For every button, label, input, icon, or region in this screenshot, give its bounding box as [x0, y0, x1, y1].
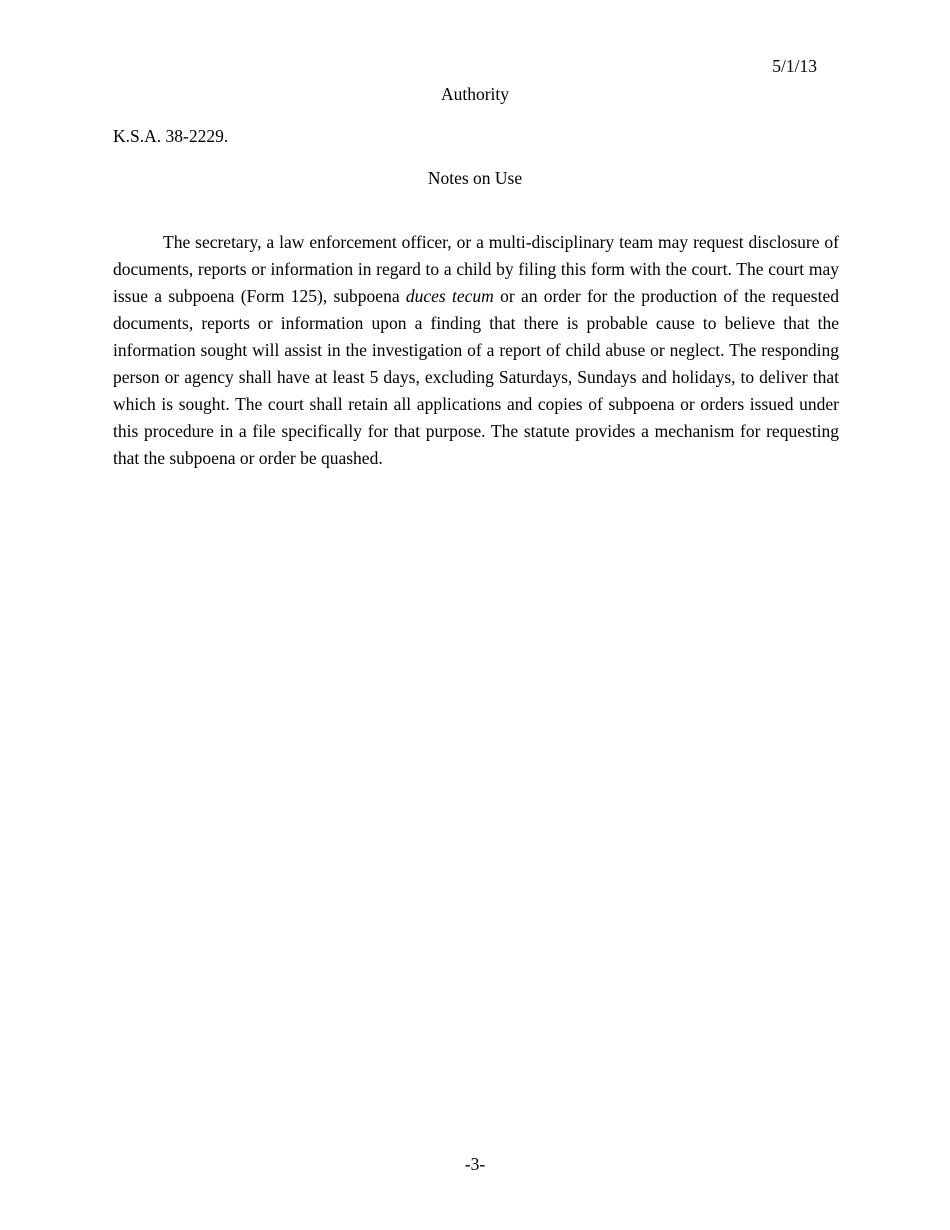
- body-text-part-1: The secretary, a law enforcement officer, or a multi-disciplinary team may request disclosure of documents, reports or information in regard to a child by filing this form with the court. The court may issue a subpoena (Form 125), subpoena: [113, 231, 839, 306]
- body-text-part-2: or an order for the production of the requested documents, reports or information upon a finding that there is probable cause to believe that the information sought will assist in the investigation of a report of child abuse or neglect. The responding person or agency shall have at least 5 days, excluding Saturdays, Sundays and holidays, to deliver that which is sought. The court shall retain all applications and copies of subpoena or orders issued under this procedure in a file specifically for that purpose. The statute provides a mechanism for requesting that the subpoena or order be quashed.: [113, 285, 839, 468]
- page-number: -3-: [464, 1154, 486, 1174]
- section-heading-authority: Authority: [440, 84, 510, 104]
- section-heading-notes-on-use: Notes on Use: [427, 168, 523, 188]
- statute-citation: K.S.A. 38-2229.: [113, 126, 229, 146]
- body-text-italic-phrase: duces tecum: [405, 285, 494, 306]
- date-stamp: 5/1/13: [772, 56, 817, 76]
- notes-on-use-paragraph: [113, 229, 839, 472]
